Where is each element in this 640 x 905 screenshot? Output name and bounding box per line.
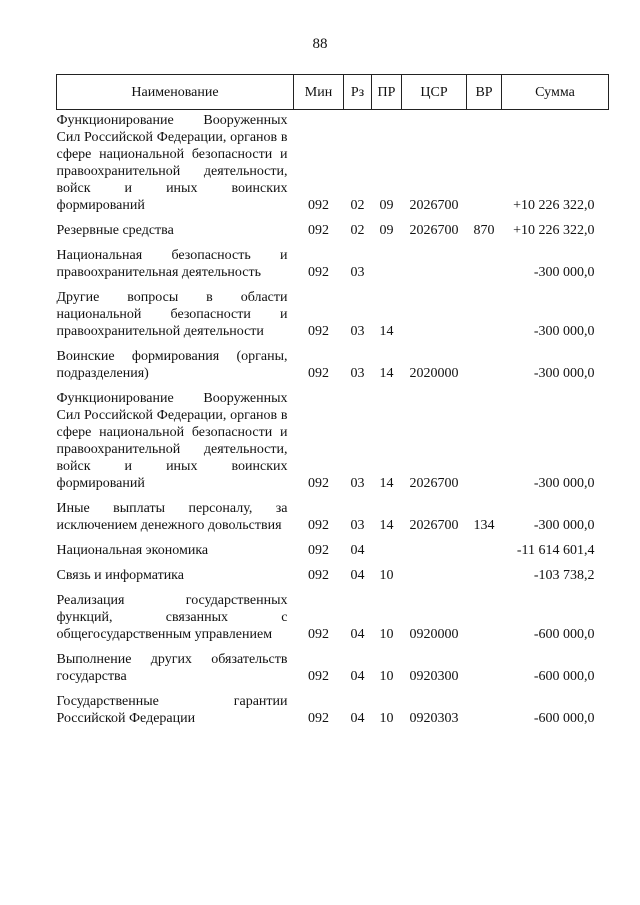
row-csr: 2020000 — [409, 366, 459, 381]
row-sum: -600 000,0 — [533, 669, 595, 684]
row-pr: 10 — [379, 568, 394, 583]
row-vr — [467, 592, 502, 651]
table-row — [57, 567, 609, 592]
header-rz: Рз — [344, 75, 372, 110]
row-pr: 14 — [379, 518, 394, 533]
row-csr: 2026700 — [409, 476, 459, 491]
row-vr: 870 — [473, 223, 495, 238]
row-sum: -300 000,0 — [533, 366, 595, 381]
row-name: Национальная безопасность и правоохранительная деятельность — [56, 248, 288, 280]
row-sum: -103 738,2 — [533, 568, 595, 583]
row-rz: 03 — [350, 265, 365, 280]
header-pr: ПР — [372, 75, 402, 110]
row-name: Государственные гарантии Российской Федерации — [56, 694, 288, 726]
table-row — [57, 542, 609, 567]
page-number: 88 — [312, 36, 328, 52]
row-min: 092 — [308, 265, 329, 280]
row-sum: +10 226 322,0 — [513, 198, 595, 213]
row-vr — [467, 651, 502, 693]
row-rz: 04 — [350, 543, 365, 558]
row-min: 092 — [308, 627, 329, 642]
table-row — [57, 348, 609, 390]
row-csr: 2026700 — [409, 223, 459, 238]
row-min: 092 — [308, 198, 329, 213]
row-min: 092 — [308, 518, 329, 533]
table-row — [57, 651, 609, 693]
row-name: Связь и информатика — [56, 568, 184, 583]
row-pr: 09 — [379, 223, 394, 238]
table-row — [57, 289, 609, 348]
row-sum: -600 000,0 — [533, 627, 595, 642]
row-csr: 2026700 — [409, 518, 459, 533]
table-row — [57, 693, 609, 735]
row-rz: 03 — [350, 518, 365, 533]
row-pr: 09 — [379, 198, 394, 213]
row-min: 092 — [308, 476, 329, 491]
row-name: Воинские формирования (органы, подразделения) — [56, 349, 288, 381]
row-sum: -600 000,0 — [533, 711, 595, 726]
table-row — [57, 592, 609, 651]
row-csr — [402, 289, 467, 348]
row-pr — [372, 247, 402, 289]
row-rz: 04 — [350, 627, 365, 642]
row-sum: +10 226 322,0 — [513, 223, 595, 238]
row-pr: 10 — [379, 669, 394, 684]
row-name: Другие вопросы в области национальной безопасности и правоохранительной деятельности — [56, 290, 288, 339]
row-rz: 04 — [350, 669, 365, 684]
row-pr: 14 — [379, 366, 394, 381]
row-pr: 10 — [379, 627, 394, 642]
table-row — [57, 247, 609, 289]
row-vr — [467, 390, 502, 500]
row-min: 092 — [308, 324, 329, 339]
row-csr: 2026700 — [409, 198, 459, 213]
row-pr: 14 — [379, 476, 394, 491]
row-sum: -300 000,0 — [533, 324, 595, 339]
row-name: Функционирование Вооруженных Сил Российской Федерации, органов в сфере национальной безопасности и правоохранительной деятельности, войск и иных воинских формирований — [56, 391, 288, 491]
row-sum: -300 000,0 — [533, 518, 595, 533]
table-row — [57, 500, 609, 542]
row-vr — [467, 289, 502, 348]
row-pr: 10 — [379, 711, 394, 726]
row-csr: 0920000 — [409, 627, 459, 642]
row-name: Иные выплаты персоналу, за исключением денежного довольствия — [56, 501, 288, 533]
header-name: Наименование — [57, 75, 294, 110]
row-min: 092 — [308, 669, 329, 684]
row-rz: 03 — [350, 324, 365, 339]
row-vr — [467, 348, 502, 390]
row-pr: 14 — [379, 324, 394, 339]
row-name: Функционирование Вооруженных Сил Российской Федерации, органов в сфере национальной безопасности и правоохранительной деятельности, войск и иных воинских формирований — [56, 113, 288, 213]
row-min: 092 — [308, 366, 329, 381]
row-rz: 03 — [350, 366, 365, 381]
row-sum: -300 000,0 — [533, 476, 595, 491]
row-vr — [467, 110, 502, 223]
row-name: Резервные средства — [56, 223, 174, 238]
row-rz: 02 — [350, 223, 365, 238]
budget-table — [56, 74, 609, 735]
row-vr: 134 — [473, 518, 495, 533]
row-vr — [467, 247, 502, 289]
row-csr — [402, 567, 467, 592]
header-vr: ВР — [467, 75, 502, 110]
header-min: Мин — [294, 75, 344, 110]
table-header-row — [57, 75, 609, 110]
row-vr — [467, 542, 502, 567]
table-row — [57, 110, 609, 223]
row-vr — [467, 567, 502, 592]
row-rz: 04 — [350, 568, 365, 583]
row-name: Национальная экономика — [56, 543, 209, 558]
row-sum: -300 000,0 — [533, 265, 595, 280]
row-min: 092 — [308, 568, 329, 583]
table-row — [57, 222, 609, 247]
row-rz: 03 — [350, 476, 365, 491]
row-pr — [372, 542, 402, 567]
row-min: 092 — [308, 543, 329, 558]
row-min: 092 — [308, 711, 329, 726]
row-csr — [402, 247, 467, 289]
row-name: Выполнение других обязательств государства — [56, 652, 288, 684]
row-vr — [467, 693, 502, 735]
row-sum: -11 614 601,4 — [516, 543, 595, 558]
header-sum: Сумма — [502, 75, 609, 110]
row-rz: 02 — [350, 198, 365, 213]
row-csr: 0920303 — [409, 711, 459, 726]
row-csr — [402, 542, 467, 567]
row-min: 092 — [308, 223, 329, 238]
table-row — [57, 390, 609, 500]
header-csr: ЦСР — [402, 75, 467, 110]
row-rz: 04 — [350, 711, 365, 726]
row-csr: 0920300 — [409, 669, 459, 684]
row-name: Реализация государственных функций, связанных с общегосударственным управлением — [56, 593, 288, 642]
